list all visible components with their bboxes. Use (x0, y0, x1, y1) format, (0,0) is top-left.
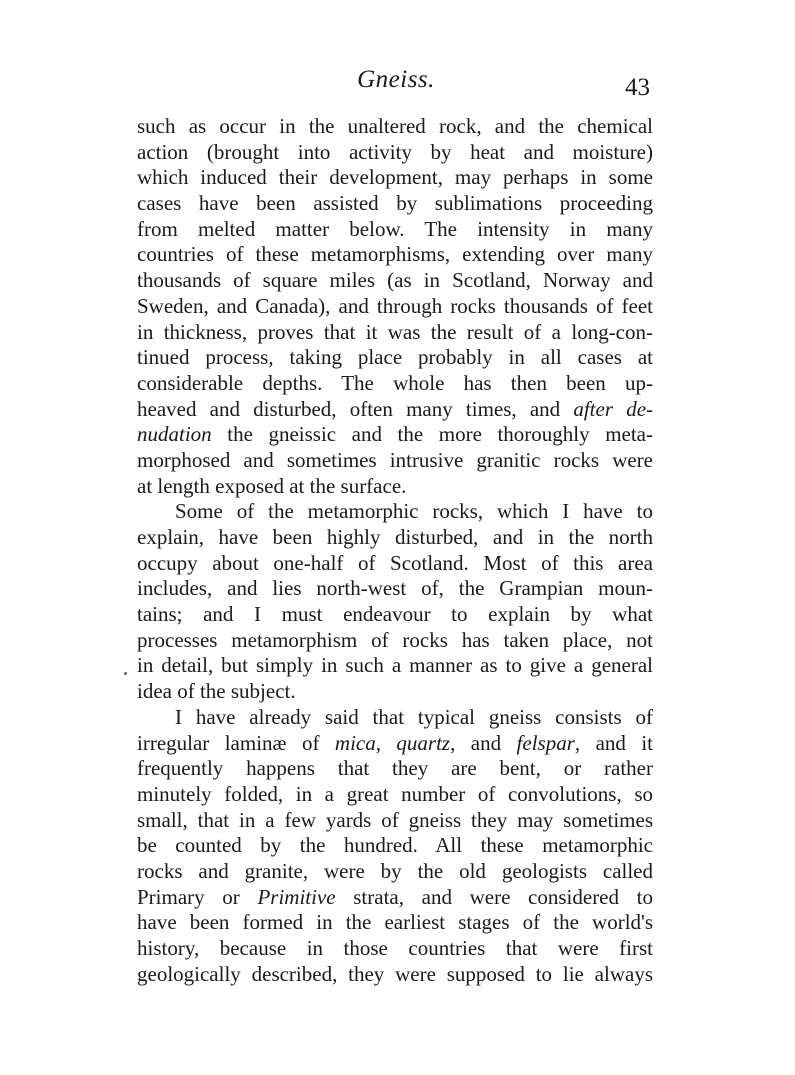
text-run: considerable depths. The whole has then been up- (137, 370, 653, 395)
text-run: explain, have been highly disturbed, and in the north (137, 525, 653, 549)
text-run: be counted by the hundred. All these metamorphic (137, 833, 653, 858)
page-number: 43 (625, 74, 650, 101)
text-run: , and (450, 730, 517, 755)
text-run: at length exposed at the surface. (137, 473, 407, 498)
text-line (137, 371, 653, 397)
text-run: heaved and disturbed, often many times, and (137, 396, 574, 421)
text-run: countries of these metamorphisms, extending over many (137, 242, 653, 267)
text-run: geologically described, they were supposed to lie always (137, 961, 653, 986)
text-run: , and it (574, 730, 653, 755)
text-line (137, 962, 653, 988)
page-header (136, 66, 656, 102)
text-run: idea of the subject. (137, 679, 296, 704)
text-run: in detail, but simply in such a manner as to give a general (137, 653, 653, 678)
italic-term: quartz (396, 730, 451, 755)
text-line (137, 602, 653, 628)
text-line (137, 859, 653, 885)
text-run: Some of the metamorphic rocks, which I have to (175, 499, 653, 524)
text-run: minutely folded, in a great number of convolutions, so (137, 781, 653, 806)
text-line (137, 653, 653, 679)
text-line (137, 422, 653, 448)
text-line (137, 268, 653, 294)
text-line (137, 448, 653, 474)
text-run: frequently happens that they are bent, or rather (137, 756, 653, 781)
text-line (137, 782, 653, 808)
text-run: have been formed in the earliest stages of the world's (137, 910, 653, 935)
text-run: occupy about one-half of Scotland. Most of this area (137, 550, 653, 575)
italic-term: nudation (137, 422, 212, 447)
text-line (137, 679, 653, 705)
text-run: the gneissic and the more thoroughly meta- (211, 422, 653, 447)
print-speck (124, 672, 127, 675)
text-run: Primary or (137, 884, 258, 909)
text-line (137, 114, 653, 140)
text-run: includes, and lies north-west of, the Grampian moun- (137, 576, 653, 601)
text-run: tinued process, taking place probably in all cases at (137, 345, 653, 370)
text-run: which induced their development, may perhaps in some (137, 165, 653, 190)
text-line (137, 833, 653, 859)
text-line (137, 756, 653, 782)
text-run: action (brought into activity by heat and moisture) (137, 139, 653, 164)
italic-term: felspar (516, 730, 575, 755)
text-run: cases have been assisted by sublimations proceeding (137, 191, 653, 216)
text-run: I have already said that typical gneiss consists of (175, 704, 653, 729)
text-line (137, 191, 653, 217)
text-line (137, 140, 653, 166)
italic-term: mica (334, 730, 376, 755)
text-run: thousands of square miles (as in Scotland, Norway and (137, 268, 653, 293)
text-line (137, 525, 653, 551)
text-line (137, 628, 653, 654)
text-run: small, that in a few yards of gneiss they may sometimes (137, 807, 653, 832)
text-run: in thickness, proves that it was the result of a long-con- (137, 319, 653, 344)
text-run: strata, and were considered to (335, 884, 653, 909)
running-head: Gneiss. (357, 66, 435, 93)
italic-term: Primitive (257, 884, 336, 909)
text-line (137, 731, 653, 757)
text-run: history, because in those countries that were first (137, 936, 653, 960)
text-line (137, 576, 653, 602)
italic-term: after de- (573, 396, 653, 421)
text-run: such as occur in the unaltered rock, and the chemical (137, 114, 653, 138)
text-line (137, 936, 653, 962)
text-run: from melted matter below. The intensity in many (137, 216, 653, 241)
text-run: , (375, 730, 397, 755)
text-line (137, 910, 653, 936)
text-run: irregular laminæ of (137, 730, 335, 755)
text-line (137, 320, 653, 346)
text-run: tains; and I must endeavour to explain by what (137, 602, 653, 627)
text-line (137, 705, 653, 731)
text-line (137, 551, 653, 577)
text-run: rocks and granite, were by the old geologists called (137, 858, 653, 883)
text-line (137, 242, 653, 268)
body-text (137, 114, 653, 987)
text-line (137, 474, 653, 500)
text-line (137, 397, 653, 423)
text-line (137, 885, 653, 911)
text-run: processes metamorphism of rocks has taken place, not (137, 627, 653, 652)
text-run: morphosed and sometimes intrusive granitic rocks were (137, 447, 653, 472)
text-line (137, 499, 653, 525)
text-line (137, 294, 653, 320)
text-line (137, 165, 653, 191)
text-run: Sweden, and Canada), and through rocks thousands of feet (137, 293, 653, 318)
text-line (137, 217, 653, 243)
text-line (137, 808, 653, 834)
text-line (137, 345, 653, 371)
